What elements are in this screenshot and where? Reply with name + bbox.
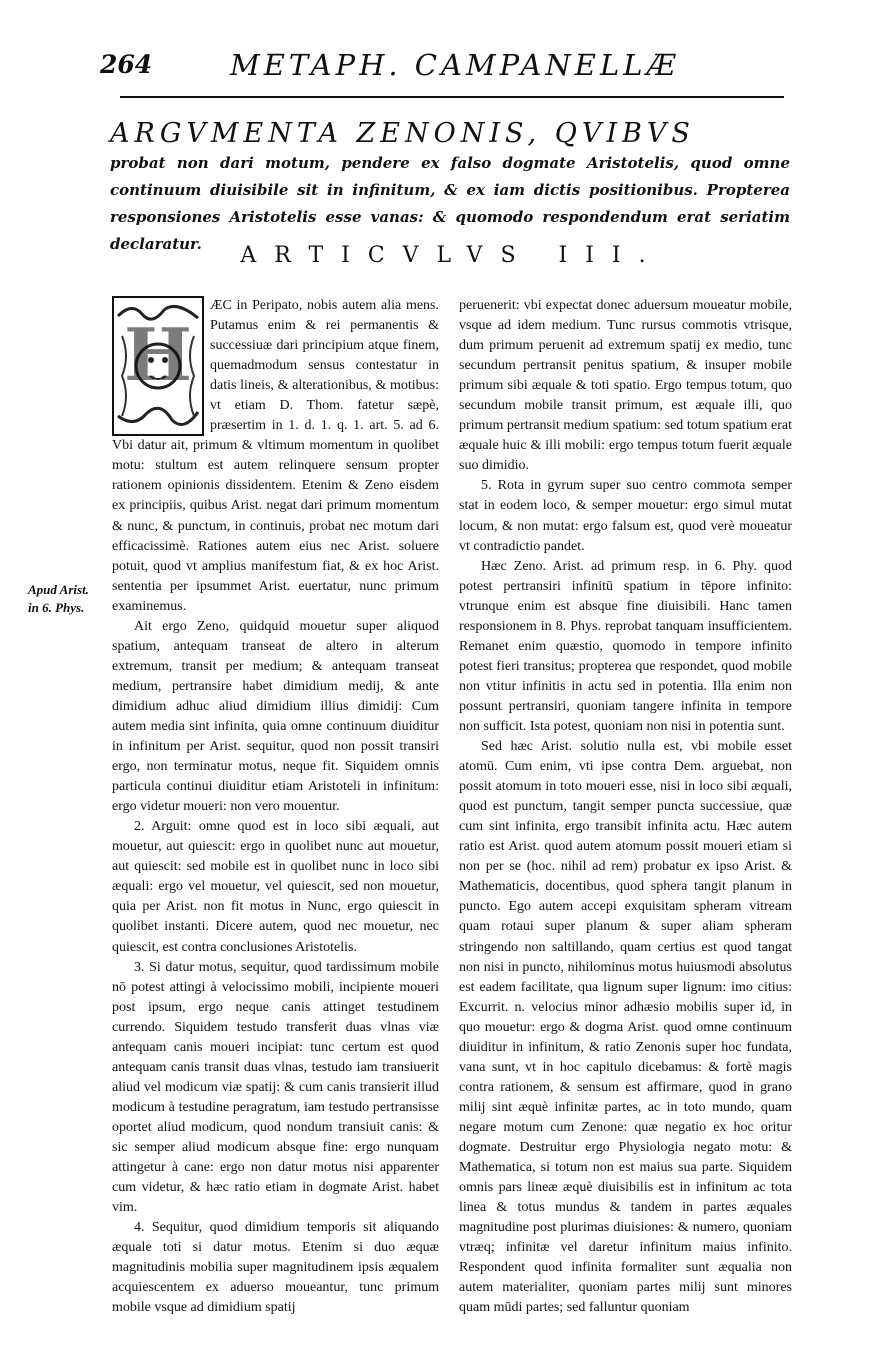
paragraph: 4. Sequitur, quod dimidium temporis sit aliquando æquale toti si datur motus. Etenim si duo æquæ magnitudinis mobilia super magnitudinem ipsis æqualem acquiescentem ex aduerso moueantur, tunc primum mobile vsque ad dimidium spatij	[112, 1220, 439, 1316]
page-header	[100, 44, 790, 94]
chapter-subtitle: probat non dari motum, pendere ex falso dogmate Aristotelis, quod omne continuum diuisibile sit in infinitum, & ex iam dictis positionibus. Propterea responsiones Aristotelis esse vanas: & quomodo respondendum erat seriatim declaratur.	[110, 154, 790, 253]
page-number: 264	[100, 50, 153, 79]
svg-text:H: H	[123, 312, 193, 397]
article-title: ARTICVLVS III.	[240, 243, 664, 268]
paragraph: 2. Arguit: omne quod est in loco sibi æquali, aut mouetur, aut quiescit: ergo in quolibet nunc aut mouetur, aut quiescit: sed mobile est in quolibet nunc in loco sibi æquali: ergo vel mouetur, vel quiescit, sed non mouetur, quia per Arist. non fit motus in Nunc, ergo quiescit in quolibet instanti. Dicere autem, quod nec mouetur, nec quiescit, est contra conclusiones Aristotelis.	[112, 819, 439, 955]
chapter-title: ARGVMENTA ZENONIS, QVIBVS	[110, 118, 695, 149]
paragraph: ÆC in Peripato, nobis autem alia mens. Putamus enim & rei permanentis & successiuæ dari principium atque finem, quemadmodum sensus contestatur in datis lineis, & alterationibus, & motibus: vt etiam D. Thom. fatetur sæpè, præsertim in 1. d. 1. q. 1. art. 5. ad 6. Vbi datur ait, primum & vltimum momentum in quolibet motu: stultum est autem relinquere sensum propter rationem opinionis dissidentem. Etenim & Zeno eisdem ex principiis, quibus Arist. negat dari primum momentum & nunc, & punctum, in continuis, probat nec motum dari efficacissimè. Rationes autem eius nec Arist. soluere potuit, quod vt amplius manifestum fiat, & ex hoc Arist. sententia per ipsummet Arist. euertatur, nunc primum examinemus.	[112, 298, 439, 614]
paragraph: Sed hæc Arist. solutio nulla est, vbi mobile esset atomū. Cum enim, vti ipse contra Dem. arguebat, non possit atomum in toto moueri esse, nisi in loco sibi æquali, quod est punctum, tangit semper puncta successiue, quæ cum sint infinita, ergo transibit infinita actu. Hæc autem ratio est Arist. quod autem atomum possit moueri etiam si non per se (hoc. nihil ad rem) probatur ex ipso Arist. & Mathematicis, docentibus, quod sphera tangit planum in puncto. Ego autem accepi exquisitam spheram vitream quam rotaui super planum & super aliam spheram stringendo non saltillando, quam certius est quod tangat non nisi in puncto, nihilominus motus huiusmodi absolutus est eadem facilitate, qua lignum super lignum: imo citius: Excurrit. n. velocius minor adhæsio mobilis super id, in quo mouetur: ergo & dogma Arist. quod omne continuum diuiditur in infinitum, & ratio Zenonis super hoc fundata, vana sunt, vt in hoc capitulo dicebamus: & fortè magis contra rationem, & sensum est affirmare, quod in grano milij sint æquè infinitæ partes, ac in toto mundo, quam negare motum cum Zenone: quæ negatio ex hoc oritur dogmate. Destruitur ergo Physiologia negato motu: & Mathematica, si totum non est maius sua parte. Siquidem omnis pars lineæ æquè diuisibilis est in infinitum ac tota linea & totus mundus & tandem in partes æquales magnitudine post plurimas diuisiones: & numero, quoniam vtræq; infinitæ vel daretur infinitum maius infinito. Respondent quod infinita formaliter sunt æqualia non autem materialiter, quoniam partes milij sunt minores quam mūdi partes; sed falluntur quoniam	[459, 739, 792, 1316]
paragraph: Ait ergo Zeno, quidquid mouetur super aliquod spatium, antequam transeat de altero in alterum extremum, transit per medium; & antequam transeat medium, pertransire habet dimidium medij, & ante dimidium adhuc aliud dimidium illius dimidij: Cum autem media sint infinita, quia omne continuum diuiditur in infinitum per Arist. sequitur, quod non possit transiri ergo, non terminatur motus, neque fit. Siquidem omnis particula continui diuiditur etiam Aristoteli in infinitum: ergo videtur moueri: non vero mouentur.	[112, 618, 439, 815]
right-column	[459, 296, 792, 1318]
margin-note: Apud Arist. in 6. Phys.	[28, 582, 89, 615]
paragraph: Hæc Zeno. Arist. ad primum resp. in 6. Phy. quod potest pertransiri infinitū spatium in tēpore infinito: vtrunque enim est absque fine diuisibili. Hanc tamen responsionem in 8. Phys. reprobat tanquam insufficientem. Remanet enim quæstio, quomodo in tempore infinito potest fieri transitus; propterea que respondet, quod mobile non vtitur infinitis in actu sed in potentia. Illa enim non possunt pertransiri, quoniam tangere infinita in tempore non sufficit. Ista potest, quoniam non nisi in potentia sunt.	[459, 558, 792, 734]
paragraph: peruenerit: vbi expectat donec aduersum moueatur mobile, vsque ad idem medium. Tunc rursus commotis vtrisque, dum primum peruenit ad extremum spatij ex medio, tunc secundum pertransit penitus spatium, & insuper mobile primum sibi æquale & toti spatio. Ergo tempus totum, quo secundum mobile transit primum, est æquale illi, quo primum pertransit medium spatium: sed totum spatium erat æquale huic & illi mobili: ergo tempus totum fuerit æquale suo dimidio.	[459, 298, 792, 474]
paragraph: 3. Si datur motus, sequitur, quod tardissimum mobile nō potest attingi à velocissimo mobili, incipiente moueri post ipsum, ergo neque canis attinget testudinem currendo. Siquidem testudo transferit duas vlnas viæ antequam canis moueri incipiat: tunc certum est quod antequam canis transit duas vlnas, testudo iam transiuerit aliud vel modicum viæ spatij: & cum canis transierit illud modicum à testudine peragratum, iam testudo pertransisse oportet aliud modicum, quod nondum transiuit canis: & sic semper aliud modicum absque fine: ergo nunquam attingetur à cane: ergo non datur motus nisi apparenter cum videtur, & hæc ratio etiam in dogmate Arist. habet vim.	[112, 959, 439, 1216]
header-rule	[120, 96, 784, 98]
running-title: METAPH. CAMPANELLÆ	[230, 48, 680, 82]
ornamental-initial-h-icon	[112, 296, 204, 436]
chapter-heading	[110, 118, 790, 258]
left-column	[112, 296, 439, 1318]
paragraph: 5. Rota in gyrum super suo centro commota semper stat in eodem loco, & semper mouetur: ergo simul mutat locum, & non mutat: ergo falsum est, quod verè moueatur vt contradictio pandet.	[459, 478, 792, 554]
